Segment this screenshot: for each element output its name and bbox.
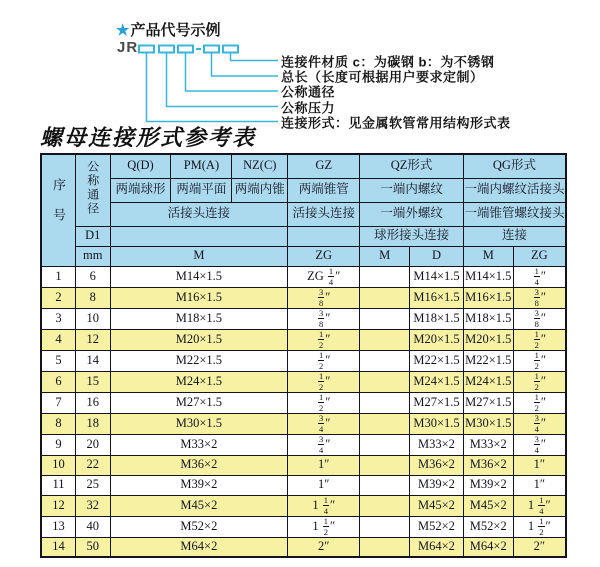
cell-m: M27×1.5 [110,392,288,413]
cell-m: M14×1.5 [110,266,288,287]
header-col-qz: QZ形式 [360,154,464,178]
cell-qz_m [360,287,410,308]
code-box-1 [139,46,154,53]
header-pm-desc: 两端平面 [171,178,232,202]
header-zg-label: ZG [288,246,360,266]
cell-zg: 1 $\frac{1}{4}$ ″ [288,495,360,516]
diagram-label-material: 连接件材质 c：为碳钢 b：为不锈钢 [281,54,495,69]
cell-qz_d: M52×2 [410,516,464,537]
star-icon: ★ [116,22,130,39]
cell-m: M24×1.5 [110,371,288,392]
cell-m: M30×1.5 [110,413,288,434]
header-qg-desc2: 一端锥管螺纹接头 [463,202,566,226]
diagram-title [116,19,220,40]
cell-no: 13 [41,516,76,537]
cell-m: M33×2 [110,434,288,455]
connector-line-diameter [186,53,279,91]
cell-mm: 22 [76,455,111,475]
table-row [41,329,566,350]
table-header [41,154,566,266]
header-gz-desc: 两端锥管 [288,178,360,202]
cell-zg: ZG $\frac{1}{4}$ ″ [288,266,360,287]
cell-m: M22×1.5 [110,350,288,371]
header-blank-left [110,226,288,246]
cell-qz_m [360,537,410,557]
header-serial-label: 序号 [51,178,66,239]
cell-no: 7 [41,392,76,413]
cell-zg: 1″ [288,475,360,495]
cell-qz_d: M33×2 [410,434,464,455]
cell-qz_d: M16×1.5 [410,287,464,308]
cell-mm: 20 [76,434,111,455]
cell-qz_d: M24×1.5 [410,371,464,392]
cell-zg: 1″ [288,455,360,475]
cell-qz_m [360,455,410,475]
header-qg-desc1: 一端内螺纹活接头 [463,178,566,202]
header-qg-connection: 连接 [463,226,566,246]
code-box-4 [204,46,219,53]
cell-qg_m: M30×1.5 [463,413,513,434]
cell-zg: $\frac{1}{2}$ ″ [288,329,360,350]
cell-qz_m [360,329,410,350]
cell-qg_zg: 2″ [513,537,566,557]
cell-qg_zg: 1 $\frac{1}{4}$ ″ [513,495,566,516]
header-d1: D1 [76,226,111,246]
cell-qz_d: M18×1.5 [410,308,464,329]
header-serial [41,154,76,266]
cell-qg_m: M16×1.5 [463,287,513,308]
cell-mm: 14 [76,350,111,371]
header-qz-desc2: 一端外螺纹 [360,202,464,226]
table-row [41,266,566,287]
table-row [41,455,566,475]
header-m-label: M [110,246,288,266]
cell-qg_m: M14×1.5 [463,266,513,287]
cell-no: 2 [41,287,76,308]
table-row [41,308,566,329]
cell-qg_m: M24×1.5 [463,371,513,392]
cell-zg: $\frac{3}{8}$ ″ [288,308,360,329]
header-col-q: Q(D) [110,154,171,178]
cell-m: M45×2 [110,495,288,516]
cell-mm: 8 [76,287,111,308]
cell-no: 4 [41,329,76,350]
cell-qz_d: M64×2 [410,537,464,557]
header-nz-desc: 两端内锥 [232,178,288,202]
cell-qz_d: M20×1.5 [410,329,464,350]
header-gz-connection: 活接头连接 [288,202,360,226]
table-row [41,392,566,413]
cell-qz_m [360,413,410,434]
header-q-desc: 两端球形 [110,178,171,202]
cell-qz_d: M39×2 [410,475,464,495]
cell-m: M52×2 [110,516,288,537]
cell-qg_zg: $\frac{1}{4}$ ″ [513,266,566,287]
cell-no: 3 [41,308,76,329]
table-row [41,413,566,434]
code-box-2 [159,46,174,53]
cell-no: 1 [41,266,76,287]
cell-zg: 2″ [288,537,360,557]
cell-no: 10 [41,455,76,475]
cell-qz_m [360,266,410,287]
cell-mm: 50 [76,537,111,557]
cell-qz_d: M27×1.5 [410,392,464,413]
diagram-label-form: 连接形式：见金属软管常用结构形式表 [281,115,511,130]
cell-qz_m [360,350,410,371]
header-col-qg: QG形式 [463,154,566,178]
cell-qg_zg: $\frac{1}{2}$ ″ [513,392,566,413]
cell-zg: $\frac{3}{8}$ ″ [288,287,360,308]
table-row [41,475,566,495]
cell-qg_zg: $\frac{1}{2}$ ″ [513,371,566,392]
cell-qz_d: M30×1.5 [410,413,464,434]
cell-qg_m: M22×1.5 [463,350,513,371]
cell-qz_d: M14×1.5 [410,266,464,287]
table-row [41,495,566,516]
header-qz-desc1: 一端内螺纹 [360,178,464,202]
cell-qg_zg: $\frac{3}{8}$ ″ [513,287,566,308]
diagram-label-length: 总长（长度可根据用户要求定制） [281,69,484,85]
table-row [41,537,566,557]
cell-qg_m: M33×2 [463,434,513,455]
cell-mm: 12 [76,329,111,350]
cell-qg_zg: $\frac{3}{8}$ ″ [513,308,566,329]
cell-qg_m: M52×2 [463,516,513,537]
table-row [41,287,566,308]
cell-mm: 40 [76,516,111,537]
cell-zg: 1 $\frac{1}{2}$ ″ [288,516,360,537]
cell-qz_m [360,475,410,495]
cell-qg_m: M45×2 [463,495,513,516]
code-box-5 [223,46,238,53]
table-row [41,434,566,455]
diagram-label-pressure: 公称压力 [281,100,336,115]
cell-no: 5 [41,350,76,371]
cell-qg_m: M20×1.5 [463,329,513,350]
cell-qz_d: M22×1.5 [410,350,464,371]
code-box-3 [178,46,193,53]
cell-qz_m [360,434,410,455]
diagram-label-diameter: 公称通径 [281,84,336,100]
cell-zg: $\frac{3}{4}$ ″ [288,434,360,455]
cell-m: M64×2 [110,537,288,557]
cell-mm: 16 [76,392,111,413]
cell-qg_m: M27×1.5 [463,392,513,413]
cell-qz_d: M45×2 [410,495,464,516]
cell-zg: $\frac{3}{4}$ ″ [288,413,360,434]
table-row [41,516,566,537]
header-col-pm: PM(A) [171,154,232,178]
table-row [41,350,566,371]
cell-qz_m [360,392,410,413]
cell-no: 11 [41,475,76,495]
header-blank-gz [288,226,360,246]
header-qz-connection: 球形接头连接 [360,226,464,246]
cell-qz_m [360,516,410,537]
cell-no: 14 [41,537,76,557]
cell-m: M20×1.5 [110,329,288,350]
cell-qg_zg: $\frac{3}{4}$ ″ [513,434,566,455]
header-qz-d: D [410,246,464,266]
cell-no: 6 [41,371,76,392]
table-row [41,371,566,392]
cell-m: M39×2 [110,475,288,495]
cell-qg_zg: $\frac{1}{2}$ ″ [513,329,566,350]
cell-zg: $\frac{1}{2}$ ″ [288,371,360,392]
cell-mm: 25 [76,475,111,495]
cell-qg_zg: 1 $\frac{1}{2}$ ″ [513,516,566,537]
header-mm: mm [76,246,111,266]
cell-zg: $\frac{1}{2}$ ″ [288,350,360,371]
cell-mm: 32 [76,495,111,516]
cell-qz_m [360,495,410,516]
cell-mm: 15 [76,371,111,392]
cell-qz_d: M36×2 [410,455,464,475]
cell-no: 8 [41,413,76,434]
header-col-nz: NZ(C) [232,154,288,178]
header-union-connection: 活接头连接 [110,202,288,226]
table-title: 螺母连接形式参考表 [40,125,257,150]
header-diameter [76,154,111,226]
header-qz-m: M [360,246,410,266]
header-diameter-label: 公称通径 [85,160,100,217]
cell-m: M18×1.5 [110,308,288,329]
cell-mm: 18 [76,413,111,434]
cell-no: 12 [41,495,76,516]
cell-zg: $\frac{1}{2}$ ″ [288,392,360,413]
cell-qz_m [360,371,410,392]
diagram-title-text: 产品代号示例 [130,22,221,39]
cell-qg_zg: $\frac{1}{2}$ ″ [513,350,566,371]
cell-no: 9 [41,434,76,455]
cell-m: M36×2 [110,455,288,475]
table-body [41,266,566,557]
header-qg-m: M [463,246,513,266]
cell-qz_m [360,308,410,329]
cell-qg_m: M18×1.5 [463,308,513,329]
cell-qg_m: M64×2 [463,537,513,557]
cell-qg_zg: 1″ [513,475,566,495]
cell-mm: 6 [76,266,111,287]
cell-qg_zg: $\frac{3}{4}$ ″ [513,413,566,434]
cell-qg_m: M36×2 [463,455,513,475]
cell-qg_m: M39×2 [463,475,513,495]
cell-m: M16×1.5 [110,287,288,308]
header-qg-zg: ZG [513,246,566,266]
connector-line-material [231,53,279,61]
connector-line-length [212,53,279,76]
cell-mm: 10 [76,308,111,329]
header-col-gz: GZ [288,154,360,178]
nut-connection-reference-table [40,153,567,558]
cell-qg_zg: 1″ [513,455,566,475]
product-prefix: JR [117,39,139,56]
